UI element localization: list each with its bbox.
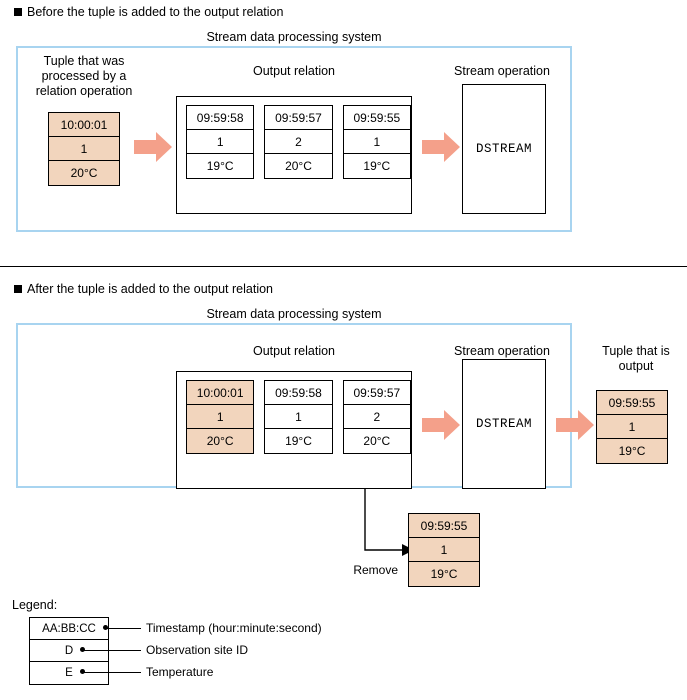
legend-label-timestamp: Timestamp (hour:minute:second) (146, 621, 322, 635)
tuple-temp: 20°C (49, 161, 119, 185)
legend-cell-temp: E (30, 662, 108, 684)
tuple-temp: 20°C (265, 154, 331, 178)
tuple-temp: 19°C (187, 154, 253, 178)
stream-operation-label-2: Stream operation (454, 344, 550, 358)
tuple-timestamp: 09:59:55 (597, 391, 667, 415)
tuple-site: 1 (409, 538, 479, 562)
tuple-temp: 20°C (187, 429, 253, 453)
bullet-square-icon (14, 8, 22, 16)
section-2-header (14, 282, 273, 296)
tuple-temp: 19°C (265, 429, 331, 453)
output-relation-box-1 (176, 96, 412, 214)
section-divider (0, 266, 687, 267)
arrow-input-to-relation (134, 132, 172, 162)
relation-tuple (186, 380, 254, 454)
remove-connector-line (356, 488, 416, 564)
input-tuple (48, 112, 120, 186)
tuple-site: 1 (597, 415, 667, 439)
tuple-site: 1 (49, 137, 119, 161)
remove-label: Remove (353, 563, 398, 577)
tuple-timestamp: 09:59:57 (344, 381, 410, 405)
tuple-site: 1 (187, 405, 253, 429)
legend-line-site (83, 650, 141, 651)
legend-label-site: Observation site ID (146, 643, 249, 657)
relation-tuple-row-1 (177, 97, 411, 179)
section-1-header-text: Before the tuple is added to the output relation (27, 5, 284, 19)
legend-line-timestamp (106, 628, 141, 629)
tuple-site: 2 (265, 130, 331, 154)
input-tuple-caption: Tuple that was processed by a relation operation (35, 54, 133, 98)
legend-box (29, 617, 109, 685)
legend-label-temp: Temperature (146, 665, 214, 679)
legend-title: Legend: (12, 598, 58, 612)
tuple-temp: 19°C (597, 439, 667, 463)
arrow-operation-to-output (556, 410, 594, 440)
bullet-square-icon (14, 285, 22, 293)
tuple-timestamp: 09:59:55 (409, 514, 479, 538)
relation-tuple (343, 380, 411, 454)
output-tuple-caption: Tuple that is output (602, 344, 670, 373)
output-tuple (596, 390, 668, 464)
tuple-site: 1 (265, 405, 331, 429)
output-relation-label-2: Output relation (253, 344, 335, 358)
output-relation-label-1: Output relation (253, 64, 335, 78)
relation-tuple (186, 105, 254, 179)
tuple-site: 2 (344, 405, 410, 429)
operation-name: DSTREAM (475, 417, 532, 431)
tuple-timestamp: 10:00:01 (49, 113, 119, 137)
stream-operation-label-1: Stream operation (454, 64, 550, 78)
operation-name: DSTREAM (475, 142, 532, 156)
system-title-2: Stream data processing system (206, 307, 382, 321)
relation-tuple-row-2 (177, 372, 411, 454)
stream-operation-box-2 (462, 359, 546, 489)
relation-tuple (264, 380, 332, 454)
tuple-timestamp: 09:59:58 (265, 381, 331, 405)
output-relation-box-2 (176, 371, 412, 489)
stream-operation-box-1 (462, 84, 546, 214)
tuple-timestamp: 09:59:58 (187, 106, 253, 130)
section-1-header (14, 5, 283, 19)
tuple-temp: 19°C (409, 562, 479, 586)
arrow-relation-to-operation-1 (422, 132, 460, 162)
tuple-site: 1 (344, 130, 410, 154)
tuple-temp: 19°C (344, 154, 410, 178)
tuple-temp: 20°C (344, 429, 410, 453)
tuple-site: 1 (187, 130, 253, 154)
arrow-relation-to-operation-2 (422, 410, 460, 440)
system-title-1: Stream data processing system (206, 30, 382, 44)
tuple-timestamp: 09:59:55 (344, 106, 410, 130)
removed-tuple (408, 513, 480, 587)
section-2-header-text: After the tuple is added to the output relation (27, 282, 274, 296)
legend-line-temp (83, 672, 141, 673)
relation-tuple (343, 105, 411, 179)
relation-tuple (264, 105, 332, 179)
legend-cell-site: D (30, 640, 108, 662)
tuple-timestamp: 10:00:01 (187, 381, 253, 405)
tuple-timestamp: 09:59:57 (265, 106, 331, 130)
legend-cell-timestamp: AA:BB:CC (30, 618, 108, 640)
